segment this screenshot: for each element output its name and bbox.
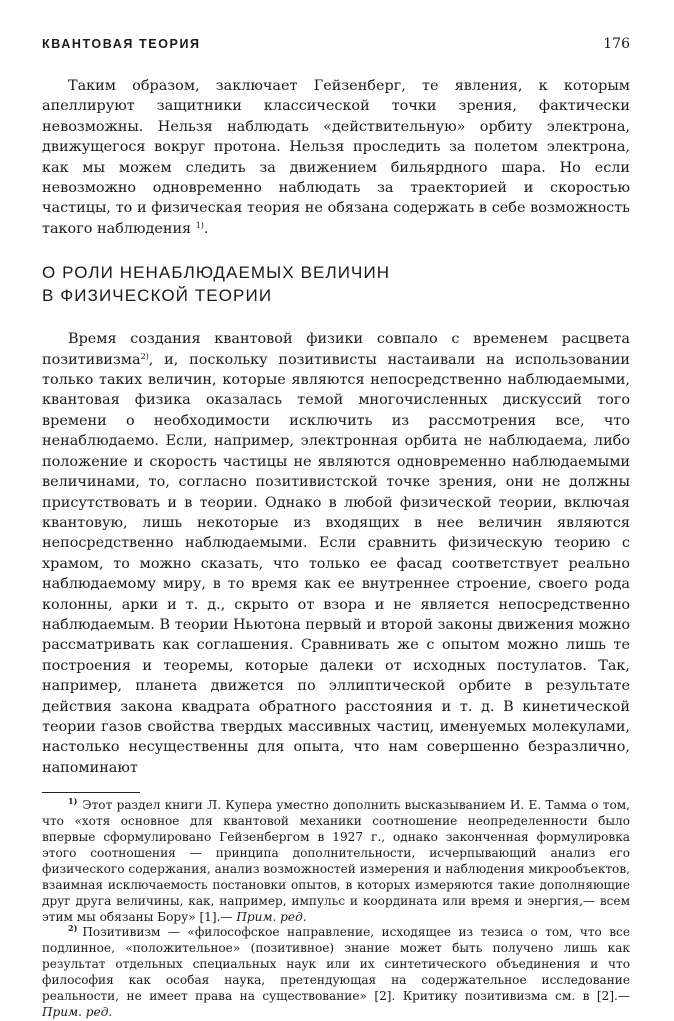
page-number: 176 (603, 36, 630, 52)
footnote-1-text: Этот раздел книги Л. Купера уместно дополнить высказыванием И. Е. Тамма о том, что «хотя основное для квантовой механики соотношение неопределенности было впервые сформулировано Гейзенбергом в 1927 г., однако законченная формулировка этого соотношения — принципа дополнительности, исчерпывающий анализ его физического содержания, анализ возможностей измерения и наблюдения микрообъектов, взаимная исключаемость постановки опытов, в которых измеряются такие дополняющие друг друга величины, как, например, импульс и координата или время и энергия,— всем этим мы обязаны Бору» [1].— (42, 798, 630, 924)
section-heading-line-1: О РОЛИ НЕНАБЛЮДАЕМЫХ ВЕЛИЧИН (42, 263, 391, 283)
book-page (42, 36, 630, 1021)
footnote-2-mark: 2) (68, 923, 78, 934)
footnote-ref-1[interactable]: 1) (195, 220, 204, 230)
section-text-part-1: Время создания квантовой физики совпало с временем расцвета позитивизма (42, 331, 630, 368)
section-paragraph (42, 329, 630, 778)
page-header (42, 36, 630, 60)
footnote-1 (42, 798, 630, 925)
intro-text: Таким образом, заключает Гейзенберг, те явления, к которым апеллируют защитники классической точки зрения, фактически невозможны. Нельзя наблюдать «действительную» орбиту электрона, движущегося вокруг протона. Нельзя проследить за полетом электрона, как мы можем следить за движением бильярдного шара. Но если невозможно одновременно наблюдать за траекторией и скоростью частицы, то и физическая теория не обязана содержать в себе возможность такого наблюдения (42, 78, 630, 237)
intro-paragraph: Таким образом, заключает Гейзенберг, те явления, к которым апеллируют защитники классической точки зрения, фактически невозможны. Нельзя наблюдать «действительную» орбиту электрона, движущегося вокруг протона. Нельзя проследить за полетом электрона, как мы можем следить за движением бильярдного шара. Но если невозможно одновременно наблюдать за траекторией и скоростью частицы, то и физическая теория не обязана содержать в себе возможность такого наблюдения $^{1)}$. (42, 78, 630, 237)
running-title: КВАНТОВАЯ ТЕОРИЯ (42, 37, 201, 51)
section-heading (42, 261, 630, 307)
footnote-divider (42, 792, 140, 793)
footnote-2 (42, 925, 630, 1020)
footnote-2-editor-note: Прим. ред. (42, 1004, 113, 1019)
section-text-part-2: , и, поскольку позитивисты настаивали на использовании только таких величин, которые являются непосредственно наблюдаемыми, квантовая физика оказалась темой многочисленных дискуссий того времени о необходимости исключить из рассмотрения все, что ненаблюдаемо. Если, например, электронная орбита не наблюдаема, либо положение и скорость частицы не являются одновременно наблюдаемыми величинами, то, согласно позитивистской точке зрения, они не должны присутствовать и в теории. Однако в любой физической теории, включая квантовую, лишь некоторые из входящих в нее величин являются непосредственно наблюдаемыми. Если сравнить физическую теорию с храмом, то можно сказать, что только ее фасад соответствует реально наблюдаемому миру, в то время как ее внутреннее строение, своего рода колонны, арки и т. д., скрыто от взора и не является непосредственно наблюдаемым. В теории Ньютона первый и второй законы движения можно рассматривать как соглашения. Сравнивать же с опытом можно лишь те построения и теоремы, которые далеки от исходных постулатов. Так, например, планета движется по эллиптической орбите в результате действия закона квадрата обратного расстояния и т. д. В кинетической теории газов свойства твердых массивных частиц, именуемых молекулами, настолько несущественны для опыта, что нам совершенно безразлично, напоминают (42, 351, 630, 776)
footnote-1-editor-note: Прим. ред. (236, 909, 307, 924)
footnote-ref-2[interactable]: 2) (140, 351, 149, 361)
section-heading-line-2: В ФИЗИЧЕСКОЙ ТЕОРИИ (42, 286, 273, 306)
footnote-2-text: Позитивизм — «философское направление, исходящее из тезиса о том, что все подлинное, «положительное» (позитивное) знание может быть получено лишь как результат отдельных специальных наук или их синтетического объединения и что философия как особая наука, претендующая на содержательное исследование реальности, не имеет права на существование» [2]. Критику позитивизма см. в [2].— (42, 925, 630, 1004)
footnote-1-mark: 1) (68, 796, 78, 807)
